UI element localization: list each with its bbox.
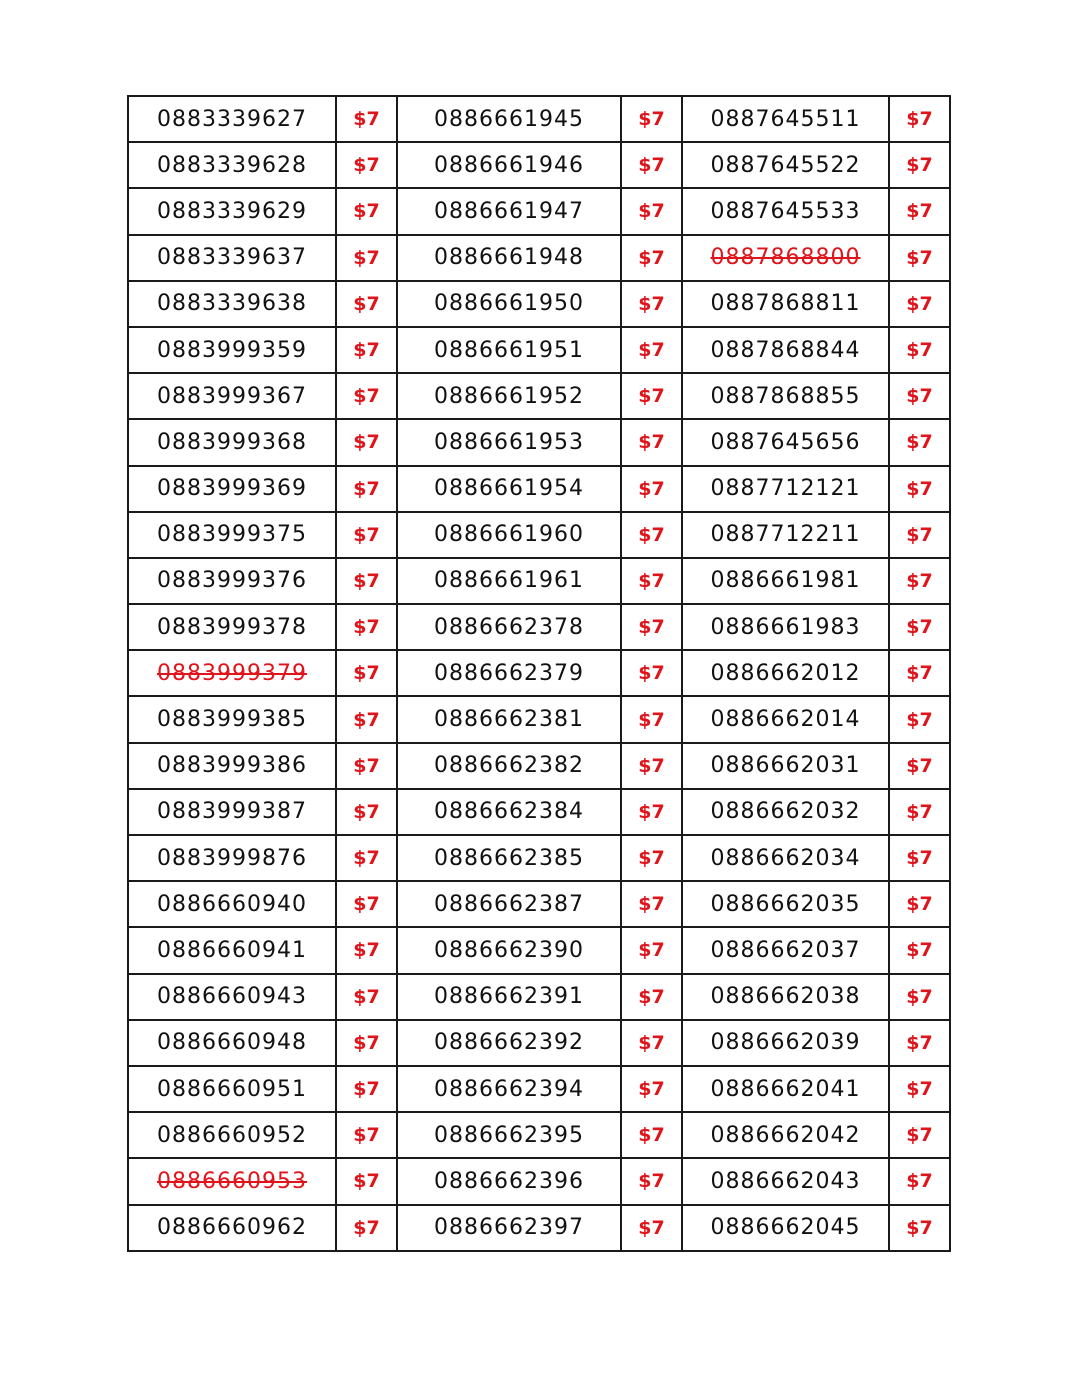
phone-number-cell: 0886660951	[128, 1066, 336, 1112]
price-cell: $7	[889, 235, 950, 281]
phone-number-cell: 0886661954	[397, 466, 621, 512]
price-cell: $7	[621, 96, 682, 142]
phone-number-cell: 0887645511	[682, 96, 889, 142]
table-row	[128, 373, 950, 419]
price-cell: $7	[336, 881, 397, 927]
price-cell: $7	[336, 1020, 397, 1066]
phone-number-cell: 0886662394	[397, 1066, 621, 1112]
price-cell: $7	[336, 466, 397, 512]
phone-number-cell: 0887868844	[682, 327, 889, 373]
price-cell: $7	[889, 650, 950, 696]
price-cell: $7	[621, 327, 682, 373]
price-cell: $7	[336, 743, 397, 789]
phone-number-cell: 0883339637	[128, 235, 336, 281]
price-cell: $7	[621, 789, 682, 835]
phone-number-cell: 0886662037	[682, 927, 889, 973]
phone-number-cell: 0886661951	[397, 327, 621, 373]
phone-number-cell: 0886661950	[397, 281, 621, 327]
table-body	[128, 96, 950, 1251]
phone-number-price-table	[127, 95, 951, 1252]
price-cell: $7	[621, 835, 682, 881]
phone-number-cell: 0886662039	[682, 1020, 889, 1066]
phone-number-cell: 0887712121	[682, 466, 889, 512]
price-cell: $7	[621, 743, 682, 789]
price-cell: $7	[621, 927, 682, 973]
phone-number-cell: 0886662390	[397, 927, 621, 973]
price-cell: $7	[889, 1158, 950, 1204]
phone-number-cell: 0883999367	[128, 373, 336, 419]
phone-number-cell: 0883999376	[128, 558, 336, 604]
table-row	[128, 558, 950, 604]
table-row	[128, 974, 950, 1020]
phone-number-cell: 0886662385	[397, 835, 621, 881]
price-cell: $7	[336, 281, 397, 327]
price-cell: $7	[889, 96, 950, 142]
phone-number-cell: 0883999385	[128, 696, 336, 742]
price-cell: $7	[621, 188, 682, 234]
phone-number-cell: 0886662041	[682, 1066, 889, 1112]
price-cell: $7	[621, 974, 682, 1020]
phone-number-cell: 0886661946	[397, 142, 621, 188]
table-row	[128, 327, 950, 373]
table-row	[128, 1205, 950, 1251]
phone-number-cell: 0887868855	[682, 373, 889, 419]
phone-number-cell: 0886661945	[397, 96, 621, 142]
price-cell: $7	[889, 604, 950, 650]
price-cell: $7	[889, 974, 950, 1020]
phone-number-cell: 0883339629	[128, 188, 336, 234]
table-row	[128, 1020, 950, 1066]
table-row	[128, 789, 950, 835]
price-cell: $7	[336, 558, 397, 604]
price-cell: $7	[889, 881, 950, 927]
price-cell: $7	[889, 1066, 950, 1112]
phone-number-cell: 0886662397	[397, 1205, 621, 1251]
price-cell: $7	[336, 696, 397, 742]
price-cell: $7	[889, 327, 950, 373]
phone-number-cell: 0883999386	[128, 743, 336, 789]
phone-number-cell: 0886662034	[682, 835, 889, 881]
phone-number-cell: 0886661947	[397, 188, 621, 234]
phone-number-cell: 0886662384	[397, 789, 621, 835]
phone-number-cell: 0886662045	[682, 1205, 889, 1251]
price-cell: $7	[889, 1112, 950, 1158]
phone-number-cell: 0887868811	[682, 281, 889, 327]
price-cell: $7	[621, 235, 682, 281]
phone-number-cell: 0883339638	[128, 281, 336, 327]
price-cell: $7	[889, 927, 950, 973]
phone-number-cell: 0886662043	[682, 1158, 889, 1204]
table-row	[128, 1158, 950, 1204]
price-cell: $7	[336, 604, 397, 650]
price-cell: $7	[889, 512, 950, 558]
price-cell: $7	[889, 1020, 950, 1066]
phone-number-cell: 0886662395	[397, 1112, 621, 1158]
price-cell: $7	[336, 1158, 397, 1204]
phone-number-cell: 0887712211	[682, 512, 889, 558]
price-cell: $7	[621, 881, 682, 927]
price-cell: $7	[621, 1020, 682, 1066]
phone-number-cell: 0886661953	[397, 419, 621, 465]
phone-number-cell: 0883999368	[128, 419, 336, 465]
price-cell: $7	[336, 142, 397, 188]
table-row	[128, 281, 950, 327]
price-cell: $7	[336, 327, 397, 373]
phone-number-cell: 0883339627	[128, 96, 336, 142]
price-cell: $7	[336, 1205, 397, 1251]
price-cell: $7	[621, 1158, 682, 1204]
phone-number-cell: 0886661960	[397, 512, 621, 558]
phone-number-cell-sold: 0886660953	[128, 1158, 336, 1204]
table-row	[128, 743, 950, 789]
phone-number-cell: 0886662392	[397, 1020, 621, 1066]
price-cell: $7	[889, 419, 950, 465]
price-cell: $7	[889, 142, 950, 188]
price-cell: $7	[336, 96, 397, 142]
phone-number-cell: 0883999375	[128, 512, 336, 558]
table-row	[128, 419, 950, 465]
phone-number-cell: 0886662012	[682, 650, 889, 696]
price-cell: $7	[336, 927, 397, 973]
phone-number-cell: 0886662031	[682, 743, 889, 789]
price-cell: $7	[621, 142, 682, 188]
price-cell: $7	[621, 512, 682, 558]
phone-number-cell: 0886662042	[682, 1112, 889, 1158]
phone-number-cell: 0883999359	[128, 327, 336, 373]
phone-number-cell: 0883999378	[128, 604, 336, 650]
table-row	[128, 188, 950, 234]
price-cell: $7	[621, 373, 682, 419]
phone-number-cell: 0887645656	[682, 419, 889, 465]
table-row	[128, 96, 950, 142]
price-cell: $7	[621, 1205, 682, 1251]
table-row	[128, 835, 950, 881]
phone-number-cell: 0886661948	[397, 235, 621, 281]
price-cell: $7	[621, 604, 682, 650]
price-cell: $7	[336, 373, 397, 419]
phone-number-cell: 0886662379	[397, 650, 621, 696]
price-cell: $7	[621, 650, 682, 696]
phone-number-cell: 0886660940	[128, 881, 336, 927]
price-cell: $7	[621, 1066, 682, 1112]
price-cell: $7	[889, 281, 950, 327]
phone-number-cell: 0886660962	[128, 1205, 336, 1251]
phone-number-cell: 0886662387	[397, 881, 621, 927]
phone-number-cell-sold: 0887868800	[682, 235, 889, 281]
price-cell: $7	[889, 558, 950, 604]
phone-number-cell: 0883999369	[128, 466, 336, 512]
phone-number-cell: 0886662381	[397, 696, 621, 742]
phone-number-cell: 0886660941	[128, 927, 336, 973]
price-cell: $7	[336, 789, 397, 835]
phone-number-cell: 0886662014	[682, 696, 889, 742]
price-cell: $7	[889, 743, 950, 789]
phone-number-cell-sold: 0883999379	[128, 650, 336, 696]
phone-number-cell: 0886662032	[682, 789, 889, 835]
price-cell: $7	[336, 835, 397, 881]
price-cell: $7	[889, 835, 950, 881]
price-cell: $7	[336, 512, 397, 558]
phone-number-cell: 0886661952	[397, 373, 621, 419]
table-row	[128, 1066, 950, 1112]
table-row	[128, 881, 950, 927]
price-cell: $7	[889, 188, 950, 234]
phone-number-cell: 0887645533	[682, 188, 889, 234]
price-cell: $7	[889, 696, 950, 742]
phone-number-cell: 0886662378	[397, 604, 621, 650]
price-cell: $7	[621, 281, 682, 327]
phone-number-cell: 0883999387	[128, 789, 336, 835]
price-cell: $7	[621, 466, 682, 512]
phone-number-cell: 0886660943	[128, 974, 336, 1020]
price-cell: $7	[336, 1066, 397, 1112]
price-cell: $7	[336, 235, 397, 281]
price-cell: $7	[336, 1112, 397, 1158]
table-row	[128, 142, 950, 188]
phone-number-cell: 0886662391	[397, 974, 621, 1020]
phone-number-cell: 0883339628	[128, 142, 336, 188]
price-cell: $7	[621, 1112, 682, 1158]
phone-number-cell: 0886661961	[397, 558, 621, 604]
table-row	[128, 650, 950, 696]
phone-number-cell: 0886661983	[682, 604, 889, 650]
table-row	[128, 1112, 950, 1158]
phone-number-cell: 0886662035	[682, 881, 889, 927]
price-cell: $7	[621, 558, 682, 604]
price-cell: $7	[336, 188, 397, 234]
price-cell: $7	[889, 373, 950, 419]
phone-number-cell: 0883999876	[128, 835, 336, 881]
table-row	[128, 696, 950, 742]
price-cell: $7	[889, 466, 950, 512]
table-row	[128, 512, 950, 558]
phone-number-cell: 0886660952	[128, 1112, 336, 1158]
phone-number-cell: 0886660948	[128, 1020, 336, 1066]
price-cell: $7	[889, 1205, 950, 1251]
price-cell: $7	[621, 419, 682, 465]
phone-number-cell: 0886662396	[397, 1158, 621, 1204]
phone-number-cell: 0887645522	[682, 142, 889, 188]
table-row	[128, 235, 950, 281]
phone-number-cell: 0886661981	[682, 558, 889, 604]
table-row	[128, 604, 950, 650]
price-cell: $7	[621, 696, 682, 742]
table-row	[128, 927, 950, 973]
price-cell: $7	[336, 650, 397, 696]
price-cell: $7	[336, 974, 397, 1020]
price-cell: $7	[889, 789, 950, 835]
phone-number-cell: 0886662382	[397, 743, 621, 789]
price-cell: $7	[336, 419, 397, 465]
phone-number-cell: 0886662038	[682, 974, 889, 1020]
table-row	[128, 466, 950, 512]
